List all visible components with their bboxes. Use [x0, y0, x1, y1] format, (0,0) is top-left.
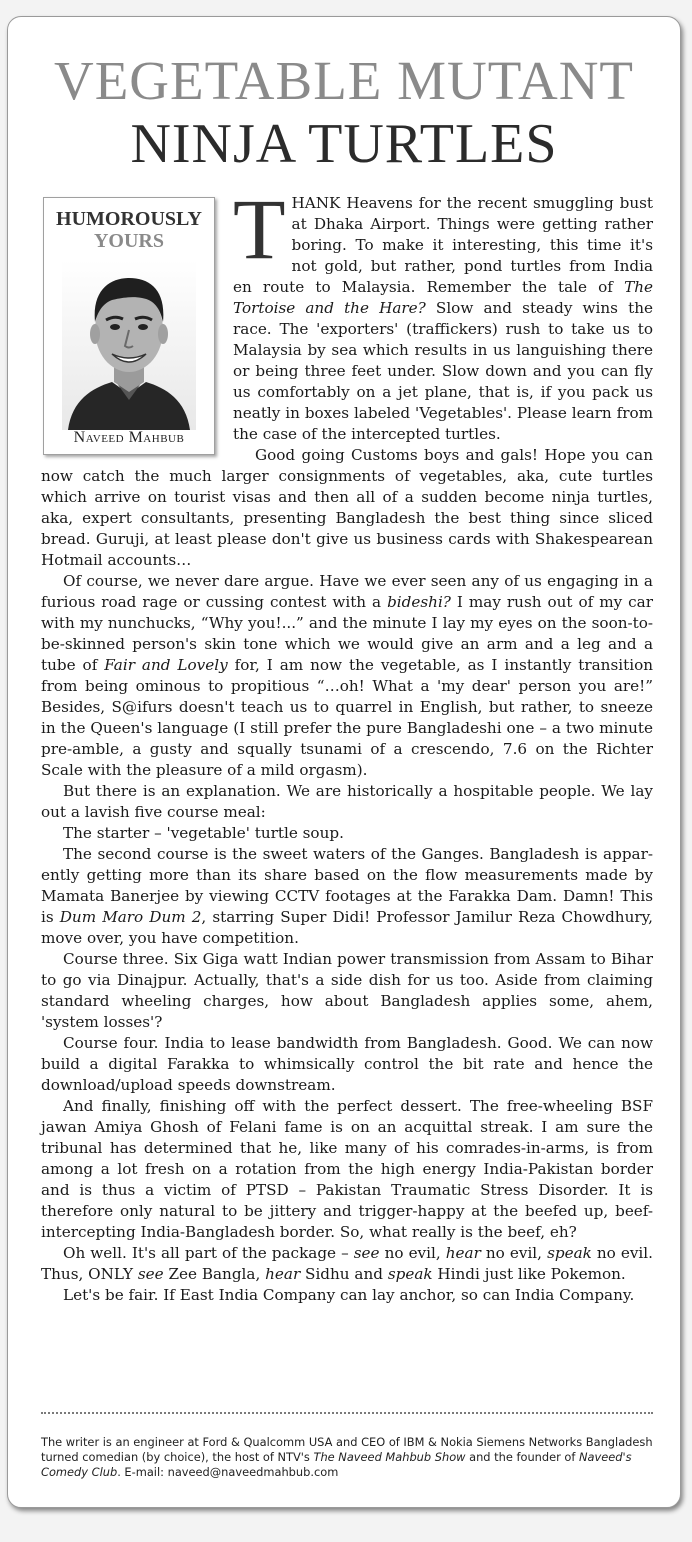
- italic-text: Dum Maro Dum 2: [59, 908, 202, 926]
- column-label-bottom: YOURS: [93, 230, 164, 252]
- italic-text: Fair and Lovely: [104, 656, 228, 674]
- italic-text: speak: [547, 1244, 592, 1262]
- paragraph: Oh well. It's all part of the package – see no evil, hear no evil, speak no evil. Thus, ONLY see Zee Bangla, hear Sidhu and speak Hindi just like Pokemon.: [41, 1244, 653, 1283]
- author-name: Naveed Mahbub: [73, 429, 185, 446]
- italic-text: Naveed's Comedy Club: [41, 1450, 632, 1479]
- italic-text: speak: [387, 1265, 433, 1283]
- italic-text: bideshi?: [387, 593, 451, 611]
- column-label-top: HUMOROUSLY: [56, 208, 202, 230]
- author-portrait-icon: [62, 260, 196, 430]
- drop-cap: T: [233, 181, 286, 277]
- paragraph: Of course, we never dare argue. Have we ever seen any of us engaging in a furious road rage or cussing contest with a bideshi? I may rush out of my car with my nunchucks, “Why you!...” and the minute I lay my eyes on the soon-to-be-skinned person's skin tone which we would give an arm and a leg and a tube of Fair and Lovely for, I am now the vegetable, as I instantly transition from being ominous to propitious “…oh! What a 'my dear' person you are!” Besides, S@ifurs doesn't teach us to quarrel in English, but rather, to sneeze in the Queen's language (I still prefer the pure Bangladeshi one – a two minute pre-amble, a gusty and squally tsunami of a crescendo, 7.6 on the Richter Scale with the pleasure of a mild orgasm).: [41, 572, 654, 779]
- italic-text: The Tortoise and the Hare?: [233, 278, 653, 317]
- author-bio: The writer is an engineer at Ford & Qualcomm USA and CEO of IBM & Nokia Siemens Networks Bangladesh turned comedian (by choice), the host of NTV's The Naveed Mahbub Show and the founder of Naveed's Comedy Club. E-mail: naveed@naveedmahbub.com: [41, 1435, 653, 1479]
- italic-text: see: [137, 1265, 164, 1283]
- column-logo-box: [43, 197, 215, 455]
- italic-text: hear: [265, 1265, 301, 1283]
- italic-text: The Naveed Mahbub Show: [313, 1450, 466, 1464]
- paragraph: Let's be fair. If East India Company can lay anchor, so can India Company.: [63, 1286, 635, 1304]
- italic-text: see: [353, 1244, 380, 1262]
- italic-text: hear: [445, 1244, 481, 1262]
- headline-line-2: NINJA TURTLES: [130, 113, 558, 175]
- paragraph: And finally, finishing off with the perfect dessert. The free-wheeling BSF jawan Amiya Ghosh of Felani fame is on an acquittal streak. I am sure the tribunal has determined that he, like many of his comrades-in-arms, is from among a lot fresh on a rotation from the high energy India-Pakistan border and is thus a victim of PTSD – Pakistan Traumatic Stress Disorder. It is therefore only natural to be jittery and trigger-happy at the beefed up, beef-intercepting India-Bangladesh border. So, what really is the beef, eh?: [41, 1097, 653, 1241]
- paragraph: The second course is the sweet waters of the Ganges. Bangladesh is apparently getting more than its share based on the flow measurements made by Mamata Banerjee by viewing CCTV footages at the Farakka Dam. Damn! This is Dum Maro Dum 2, starring Super Didi! Professor Jamilur Reza Chowdhury, move over, you have competition.: [41, 845, 654, 947]
- paragraph: But there is an explanation. We are historically a hospitable people. We lay out a lavish five course meal:: [41, 782, 653, 821]
- paragraph: HANK Heavens for the recent smuggling bust at Dhaka Airport. Things were getting rather boring. To make it interesting, this time it's not gold, but rather, pond turtles from India en route to Malaysia. Remember the tale of The Tortoise and the Hare? Slow and steady wins the race. The 'exporters' (traffickers) rush to take us to Malaysia by sea which results in us languishing there or being three feet under. Slow down and you can fly us comfortably on a jet plane, that is, if you pack us neatly in boxes labeled 'Vegetables'. Please learn from the case of the intercepted turtles.: [233, 194, 653, 443]
- paragraph: The starter – 'vegetable' turtle soup.: [63, 824, 344, 842]
- paragraph: Course three. Six Giga watt Indian power transmission from Assam to Bihar to go via Dinajpur. Actually, that's a side dish for us too. Aside from claiming standard wheeling charges, how about Bangladesh applies some, ahem, 'system losses'?: [41, 950, 653, 1031]
- headline-line-1: VEGETABLE MUTANT: [53, 50, 635, 111]
- paragraph: Good going Customs boys and gals! Hope you can now catch the much larger consignments of vegetables, aka, cute turtles which arrive on tourist visas and then all of a sudden become ninja turtles, aka, expert consultants, presenting Bangladesh the best thing since sliced bread. Guruji, at least please don't give us business cards with Shakespearean Hotmail accounts…: [41, 446, 653, 569]
- article-body: [41, 181, 654, 1306]
- article-card: [7, 16, 681, 1508]
- paragraph: Course four. India to lease bandwidth from Bangladesh. Good. We can now build a digital Farakka to whimsically control the bit rate and hence the download/upload speeds downstream.: [41, 1034, 653, 1094]
- dotted-divider: [41, 1412, 653, 1414]
